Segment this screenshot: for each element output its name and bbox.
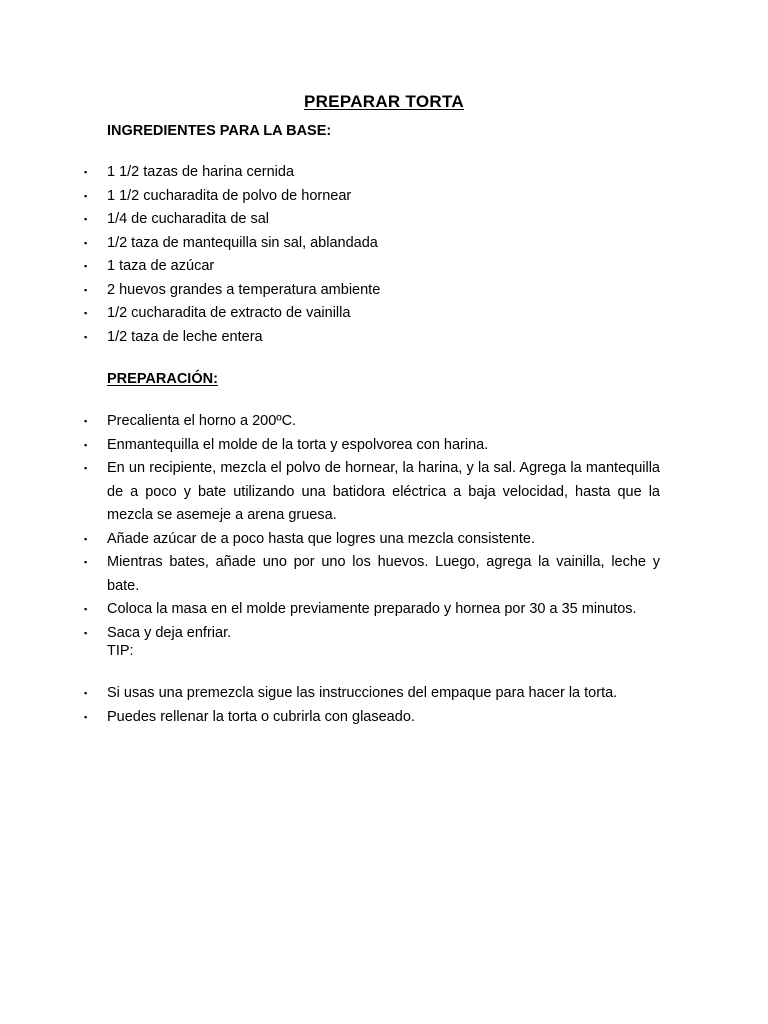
bullet-icon: ▪ <box>84 688 88 698</box>
list-item <box>0 208 660 232</box>
ingredient-text: 1 taza de azúcar <box>107 258 215 274</box>
list-item <box>0 434 660 458</box>
list-item <box>0 326 660 350</box>
step-text: Coloca la masa en el molde previamente preparado y hornea por 30 a 35 minutos. <box>107 601 637 617</box>
list-item <box>0 255 660 279</box>
tip-text: Si usas una premezcla sigue las instrucciones del empaque para hacer la torta. <box>107 685 618 701</box>
ingredient-text: 1/2 taza de mantequilla sin sal, ablandada <box>107 234 378 251</box>
list-item <box>0 598 660 622</box>
bullet-icon: ▪ <box>84 463 88 473</box>
bullet-icon: ▪ <box>84 190 88 201</box>
bullet-icon: ▪ <box>84 711 88 722</box>
list-item <box>0 185 660 209</box>
step-text: En un recipiente, mezcla el polvo de hornear, la harina, y la sal. Agrega la mantequilla de a poco y bate utilizando una batidora eléctrica a baja velocidad, hasta que la mezcla se asemeje a arena gruesa. <box>107 460 660 523</box>
bullet-icon: ▪ <box>84 627 88 638</box>
list-item <box>0 279 660 303</box>
bullet-icon: ▪ <box>84 416 88 426</box>
document-title: PREPARAR TORTA <box>303 92 465 111</box>
list-item <box>0 551 660 598</box>
ingredient-text: 2 huevos grandes a temperatura ambiente <box>107 281 381 298</box>
preparation-heading: PREPARACIÓN: <box>107 371 218 387</box>
tips-list <box>0 682 768 729</box>
list-item <box>0 232 660 256</box>
ingredients-list <box>0 161 768 349</box>
bullet-icon: ▪ <box>84 284 88 295</box>
list-item <box>0 622 660 646</box>
tip-text: Puedes rellenar la torta o cubrirla con glaseado. <box>107 708 415 725</box>
ingredient-text: 1 1/2 cucharadita de polvo de hornear <box>107 187 352 204</box>
list-item <box>0 302 660 326</box>
bullet-icon: ▪ <box>84 331 88 342</box>
ingredient-text: 1/2 taza de leche entera <box>107 328 263 345</box>
step-text: Enmantequilla el molde de la torta y espolvorea con harina. <box>107 436 489 453</box>
bullet-icon: ▪ <box>84 237 88 248</box>
list-item <box>0 161 660 185</box>
step-text: Precalienta el horno a 200ºC. <box>107 413 297 429</box>
step-text: Añade azúcar de a poco hasta que logres una mezcla consistente. <box>107 530 536 547</box>
list-item <box>0 457 660 528</box>
bullet-icon: ▪ <box>84 533 88 544</box>
ingredients-heading: INGREDIENTES PARA LA BASE: <box>107 123 332 139</box>
step-text: Saca y deja enfriar. <box>107 624 232 641</box>
bullet-icon: ▪ <box>84 261 88 271</box>
bullet-icon: ▪ <box>84 557 88 567</box>
ingredient-text: 1/2 cucharadita de extracto de vainilla <box>107 305 351 321</box>
list-item <box>0 410 660 434</box>
ingredient-text: 1 1/2 tazas de harina cernida <box>107 164 295 180</box>
bullet-icon: ▪ <box>84 604 88 614</box>
bullet-icon: ▪ <box>84 308 88 318</box>
preparation-steps-list <box>0 410 768 645</box>
ingredient-text: 1/4 de cucharadita de sal <box>107 211 270 227</box>
bullet-icon: ▪ <box>84 167 88 177</box>
list-item <box>0 706 660 730</box>
list-item <box>0 682 660 706</box>
bullet-icon: ▪ <box>84 214 88 224</box>
list-item <box>0 528 660 552</box>
bullet-icon: ▪ <box>84 439 88 450</box>
tip-heading: TIP: <box>107 643 134 659</box>
step-text: Mientras bates, añade uno por uno los huevos. Luego, agrega la vainilla, leche y bate. <box>107 554 660 594</box>
